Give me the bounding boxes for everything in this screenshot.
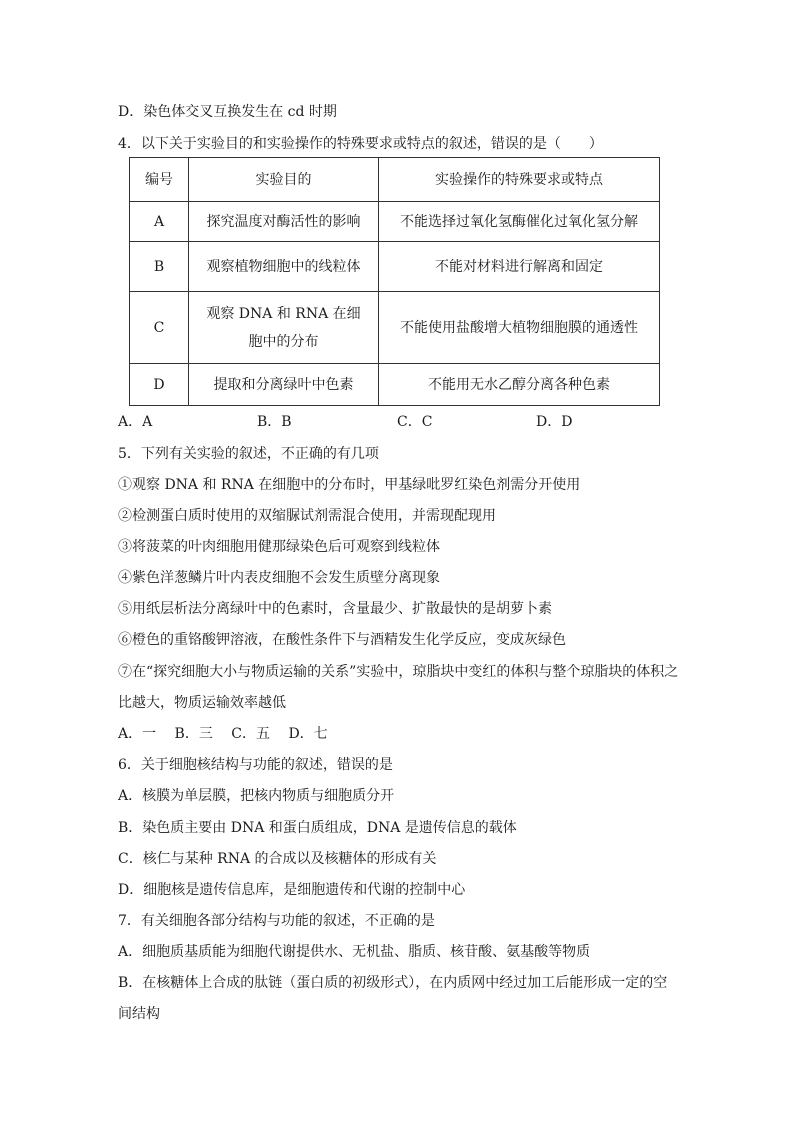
table-cell: D: [130, 364, 189, 406]
q5-options: A．一 B．三 C．五 D．七: [118, 726, 328, 742]
table-cell: 观察植物细胞中的线粒体: [189, 242, 379, 292]
q7-option-a: A．细胞质基质能为细胞代谢提供水、无机盐、脂质、核苷酸、氨基酸等物质: [118, 944, 591, 960]
table-row: [130, 242, 660, 292]
table-row: [130, 292, 660, 364]
table-header-cell: 编号: [130, 158, 189, 202]
table-cell: 探究温度对酶活性的影响: [189, 202, 379, 242]
table-cell: 不能使用盐酸增大植物细胞膜的通透性: [379, 292, 660, 364]
table-cell: 观察 DNA 和 RNA 在细胞中的分布: [189, 292, 379, 364]
q5-stem: 5．下列有关实验的叙述，不正确的有几项: [118, 446, 379, 462]
q5-statement-continued: 比越大，物质运输效率越低: [118, 695, 286, 711]
table-cell: A: [130, 202, 189, 242]
q5-statement: ①观察 DNA 和 RNA 在细胞中的分布时，甲基绿吡罗红染色剂需分开使用: [118, 477, 581, 493]
q4-option-d: D．D: [536, 414, 573, 430]
q4-stem: 4．以下关于实验目的和实验操作的特殊要求或特点的叙述，错误的是（ ）: [118, 136, 603, 152]
q5-statement: ⑥橙色的重铬酸钾溶液，在酸性条件下与酒精发生化学反应，变成灰绿色: [118, 632, 566, 648]
q7-option-b-continued: 间结构: [118, 1006, 160, 1022]
table-cell: B: [130, 242, 189, 292]
q5-statement: ③将菠菜的叶肉细胞用健那绿染色后可观察到线粒体: [118, 539, 440, 555]
table-cell: 提取和分离绿叶中色素: [189, 364, 379, 406]
table-header-row: [130, 158, 660, 202]
q5-statement: ④紫色洋葱鳞片叶内表皮细胞不会发生质壁分离现象: [118, 570, 440, 586]
table-row: [130, 202, 660, 242]
table-header-cell: 实验操作的特殊要求或特点: [379, 158, 660, 202]
q6-option-d: D．细胞核是遗传信息库，是细胞遗传和代谢的控制中心: [118, 882, 466, 898]
q4-option-b: B．B: [257, 414, 292, 430]
q4-option-c: C．C: [397, 414, 433, 430]
q5-statement: ②检测蛋白质时使用的双缩脲试剂需混合使用，并需现配现用: [118, 508, 496, 524]
q6-option-a: A．核膜为单层膜，把核内物质与细胞质分开: [118, 788, 395, 804]
q7-stem: 7．有关细胞各部分结构与功能的叙述，不正确的是: [118, 913, 435, 929]
table-header-cell: 实验目的: [189, 158, 379, 202]
q6-option-b: B．染色质主要由 DNA 和蛋白质组成，DNA 是遗传信息的载体: [118, 820, 517, 836]
table-row: [130, 364, 660, 406]
q4-options: [118, 412, 678, 432]
q4-option-a: A．A: [118, 414, 153, 430]
q5-statement: ⑤用纸层析法分离绿叶中的色素时，含量最少、扩散最快的是胡萝卜素: [118, 601, 552, 617]
q7-option-b: B．在核糖体上合成的肽链（蛋白质的初级形式），在内质网中经过加工后能形成一定的空: [118, 975, 668, 991]
table-cell: C: [130, 292, 189, 364]
q6-option-c: C．核仁与某种 RNA 的合成以及核糖体的形成有关: [118, 851, 437, 867]
q5-statement: ⑦在“探究细胞大小与物质运输的关系”实验中，琼脂块中变红的体积与整个琼脂块的体积之: [118, 664, 679, 680]
table-cell: 不能对材料进行解离和固定: [379, 242, 660, 292]
q3-option-d: D．染色体交叉互换发生在 cd 时期: [118, 104, 337, 120]
table-cell: 不能用无水乙醇分离各种色素: [379, 364, 660, 406]
table-cell: 不能选择过氧化氢酶催化过氧化氢分解: [379, 202, 660, 242]
experiment-table: [129, 157, 660, 406]
q6-stem: 6．关于细胞核结构与功能的叙述，错误的是: [118, 757, 393, 773]
